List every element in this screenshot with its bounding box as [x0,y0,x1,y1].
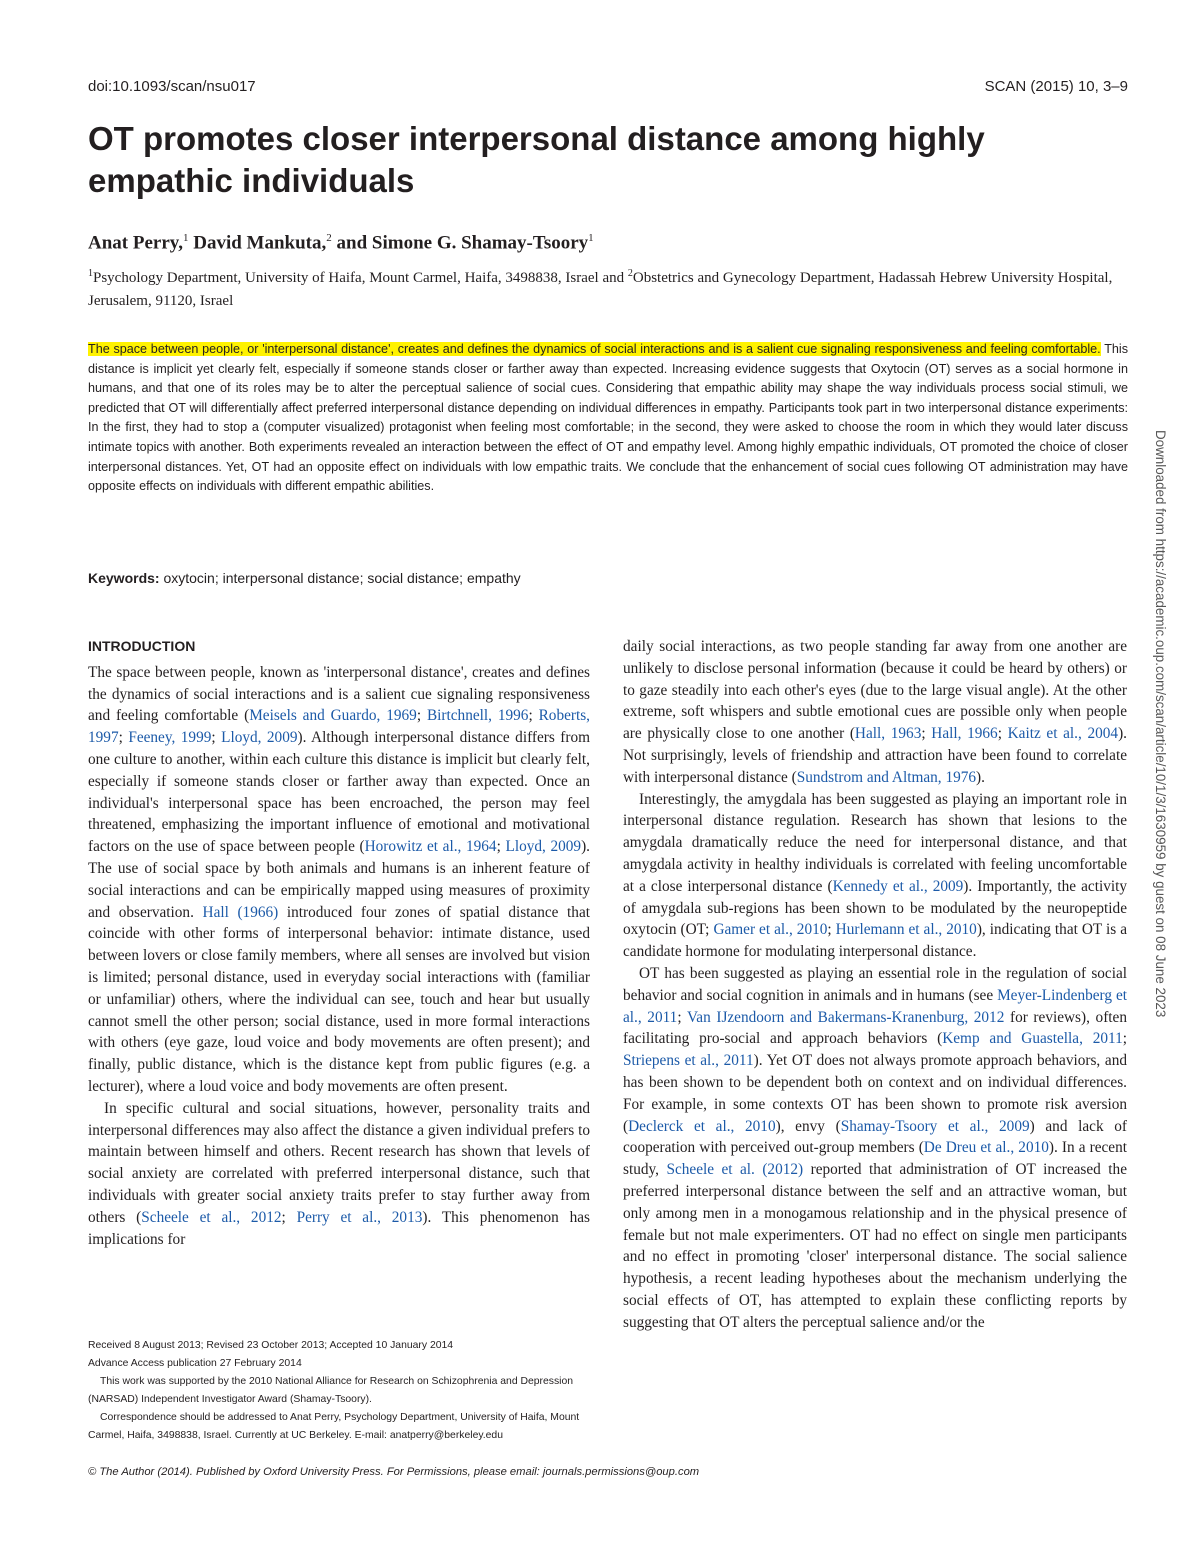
citation-link[interactable]: Scheele et al., 2012 [141,1208,282,1226]
doi-line: doi:10.1093/scan/nsu017 [88,78,256,95]
keywords-label: Keywords: [88,570,160,586]
citation-link[interactable]: Van IJzendoorn and Bakermans-Kranenburg, 2012 [686,1008,1005,1026]
citation-link[interactable]: Kaitz et al., 2004 [1007,725,1119,743]
paragraph: Interestingly, the amygdala has been suggested as playing an important role in interpersonal distance regulation. Research has shown that lesions to the amygdala dramatically reduce the need for interpersonal distance, and that amygdala activity in healthy individuals is correlated with feeling uncomfortable at a close interpersonal distance (Kennedy et al., 2009). Importantly, the activity of amygdala sub-regions has been shown to be modulated by the neuropeptide oxytocin (OT; Gamer et al., 2010; Hurlemann et al., 2010), indicating that OT is a candidate hormone for modulating interpersonal distance. [623,790,1127,961]
copyright-line: © The Author (2014). Published by Oxford University Press. For Permissions, please email: journals.permissions@oup.com [88,1466,700,1478]
body-column-left [88,636,590,1250]
citation-link[interactable]: Striepens et al., 2011 [623,1052,754,1070]
download-watermark [1150,430,1172,1130]
correspondence-note: Correspondence should be addressed to Anat Perry, Psychology Department, University of Haifa, Mount Carmel, Haifa, 3498838, Israel. Currently at UC Berkeley. E-mail: anatperry@berkeley.edu [88,1412,580,1441]
citation-link[interactable]: Perry et al., 2013 [296,1208,423,1226]
download-watermark-text: Downloaded from https://academic.oup.com/scan/article/10/1/3/1630959 by guest on 08 June 2023 [1153,430,1168,1018]
citation-link[interactable]: De Dreu et al., 2010 [923,1139,1049,1157]
affiliation-mark: 1 [88,268,93,279]
paragraph: The space between people, known as 'interpersonal distance', creates and defines the dynamics of social interactions and is a salient cue signaling responsiveness and feeling comfortable (Meisels and Guardo, 1969; Birtchnell, 1996; Roberts, 1997; Feeney, 1999; Lloyd, 2009). Although interpersonal distance differs from one culture to another, within each culture this distance is implicit but clearly felt, especially if someone stands closer or farther away than expected. Once an individual's interpersonal space has been encroached, the person may feel threatened, emphasizing the important influence of emotional and motivational factors on the use of space between people (Horowitz et al., 1964; Lloyd, 2009). The use of social space by both animals and humans is an inherent feature of social interactions and can be empirically mapped using measures of proximity and observation. Hall (1966) introduced four zones of spatial distance that coincide with other forms of interpersonal behavior: intimate distance, used between lovers or close family members, where all senses are involved but vision is limited; personal distance, used in everyday social interactions with (familiar or unfamiliar) others, where the individual can see, touch and hear but usually cannot smell the other person; social distance, used in more formal interactions with others (eye gaze, loud voice and body movements are often present); and finally, public distance, which is the distance kept from public figures (e.g. a lecturer), where a loud voice and body movements are often present. [88,663,591,1095]
author-affiliation-mark: 2 [326,232,332,244]
affiliation-text: Psychology Department, University of Haifa, Mount Carmel, Haifa, 3498838, Israel and [93,270,628,286]
article-footnotes [88,1337,590,1445]
affiliation-mark: 2 [627,268,633,279]
citation-link[interactable]: Kemp and Guastella, 2011 [942,1030,1123,1048]
citation-link[interactable]: Hurlemann et al., 2010 [835,921,977,939]
citation-link[interactable]: Kennedy et al., 2009 [832,877,964,895]
citation-link[interactable]: Scheele et al. (2012) [666,1161,804,1179]
keywords [88,570,521,586]
citation-link[interactable]: Sundstrom and Altman, 1976 [796,768,977,786]
citation-link[interactable]: Meisels and Guardo, 1969 [249,707,417,725]
citation-link[interactable]: Feeney, 1999 [128,729,212,747]
journal-reference: SCAN (2015) 10, 3–9 [984,78,1128,95]
abstract [88,340,1128,497]
paragraph: daily social interactions, as two people standing far away from one another are unlikely to disclose personal information (because it could be heard by others) or to gaze steadily into each other's eyes (due to the large visual angle). At the other extreme, soft whispers and subtle emotional cues are possible only when people are physically close to one another (Hall, 1963; Hall, 1966; Kaitz et al., 2004). Not surprisingly, levels of friendship and attraction have been found to correlate with interpersonal distance (Sundstrom and Altman, 1976). [623,638,1127,786]
citation-link[interactable]: Lloyd, 2009 [221,729,298,747]
funding-note: This work was supported by the 2010 National Alliance for Research on Schizophrenia and Depression (NARSAD) Independent Investigator Award (Shamay-Tsoory). [88,1376,574,1405]
citation-link[interactable]: Roberts, 1997 [88,707,591,747]
affiliation-text: Obstetrics and Gynecology Department, Hadassah Hebrew University Hospital, Jerusalem, 91120, Israel [88,270,1113,309]
received-dates: Received 8 August 2013; Revised 23 October 2013; Accepted 10 January 2014 [88,1340,454,1351]
citation-link[interactable]: Lloyd, 2009 [505,838,582,856]
citation-link[interactable]: Declerck et al., 2010 [628,1117,776,1135]
citation-link[interactable]: Hall (1966) [202,903,279,921]
paragraph: OT has been suggested as playing an essential role in the regulation of social behavior and social cognition in animals and in humans (see Meyer-Lindenberg et al., 2011; Van IJzendoorn and Bakermans-Kranenburg, 2012 for reviews), often facilitating pro-social and approach behaviors (Kemp and Guastella, 2011; Striepens et al., 2011). Yet OT does not always promote approach behaviors, and has been shown to be dependent both on context and on individual differences. For example, in some contexts OT has been shown to promote risk aversion (Declerck et al., 2010), envy (Shamay-Tsoory et al., 2009) and lack of cooperation with perceived out-group members (De Dreu et al., 2010). In a recent study, Scheele et al. (2012) reported that administration of OT increased the preferred interpersonal distance between the self and an attractive woman, but only among men in a monogamous relationship and in the physical presence of female but not male experimenters. OT had no effect on single men participants and no effect in promoting 'closer' interpersonal distance. The social salience hypothesis, a recent leading hypotheses about the mechanism underlying the social effects of OT, has attempted to explain these conflicting reports by suggesting that OT alters the perceptual salience and/or the [623,964,1128,1331]
author-name: Anat Perry, [88,232,183,254]
article-title: OT promotes closer interpersonal distance among highly empathic individuals [88,120,985,199]
citation-link[interactable]: Horowitz et al., 1964 [364,838,497,856]
author-affiliation-mark: 1 [182,232,189,244]
section-heading: INTRODUCTION [88,638,196,654]
citation-link[interactable]: Meyer-Lindenberg et al., 2011 [623,986,1127,1026]
affiliations [88,262,1128,313]
citation-link[interactable]: Gamer et al., 2010 [713,921,828,939]
paragraph: In specific cultural and social situations, however, personality traits and interpersonal differences may also affect the distance a given individual prefers to maintain between himself and others. Recent research has shown that levels of social anxiety are correlated with preferred interpersonal distance, such that individuals with greater social anxiety traits prefer to stay further away from others (Scheele et al., 2012; Perry et al., 2013). This phenomenon has implications for [88,1099,590,1248]
author-name: David Mankuta, [193,232,327,254]
author-name: and Simone G. Shamay-Tsoory [336,232,589,254]
abstract-text: This distance is implicit yet clearly felt, especially if someone stands closer or farther away than expected. Increasing evidence suggests that Oxytocin (OT) serves as a social hormone in humans, and that one of its roles may be to alter the perceptual salience of social cues. Considering that empathic ability may shape the way individuals process social stimuli, we predicted that OT will differentially affect preferred interpersonal distance depending on individual differences in empathy. Participants took part in two interpersonal distance experiments: In the first, they had to stop a (computer visualized) protagonist when feeling most comfortable; in the second, they were asked to choose the room in which they would later discuss intimate topics with another. Both experiments revealed an interaction between the effect of OT and empathy level. Among highly empathic individuals, OT promoted the choice of closer interpersonal distances. Yet, OT had an opposite effect on individuals with low empathic traits. We conclude that the enhancement of social cues following OT administration may have opposite effects on individuals with different empathic abilities. [88,342,1128,494]
author-affiliation-mark: 1 [588,232,594,244]
highlighted-abstract-text[interactable]: The space between people, or 'interpersonal distance', creates and defines the dynamics of social interactions and is a salient cue signaling responsiveness and feeling comfortable. [88,342,1101,356]
advance-access: Advance Access publication 27 February 2014 [88,1358,302,1369]
keywords-list: oxytocin; interpersonal distance; social distance; empathy [159,570,521,586]
citation-link[interactable]: Hall, 1963 [854,725,922,743]
citation-link[interactable]: Hall, 1966 [931,725,998,743]
body-column-right [623,636,1127,1334]
citation-link[interactable]: Shamay-Tsoory et al., 2009 [840,1117,1030,1135]
citation-link[interactable]: Birtchnell, 1996 [426,707,529,725]
author-list [88,232,594,254]
